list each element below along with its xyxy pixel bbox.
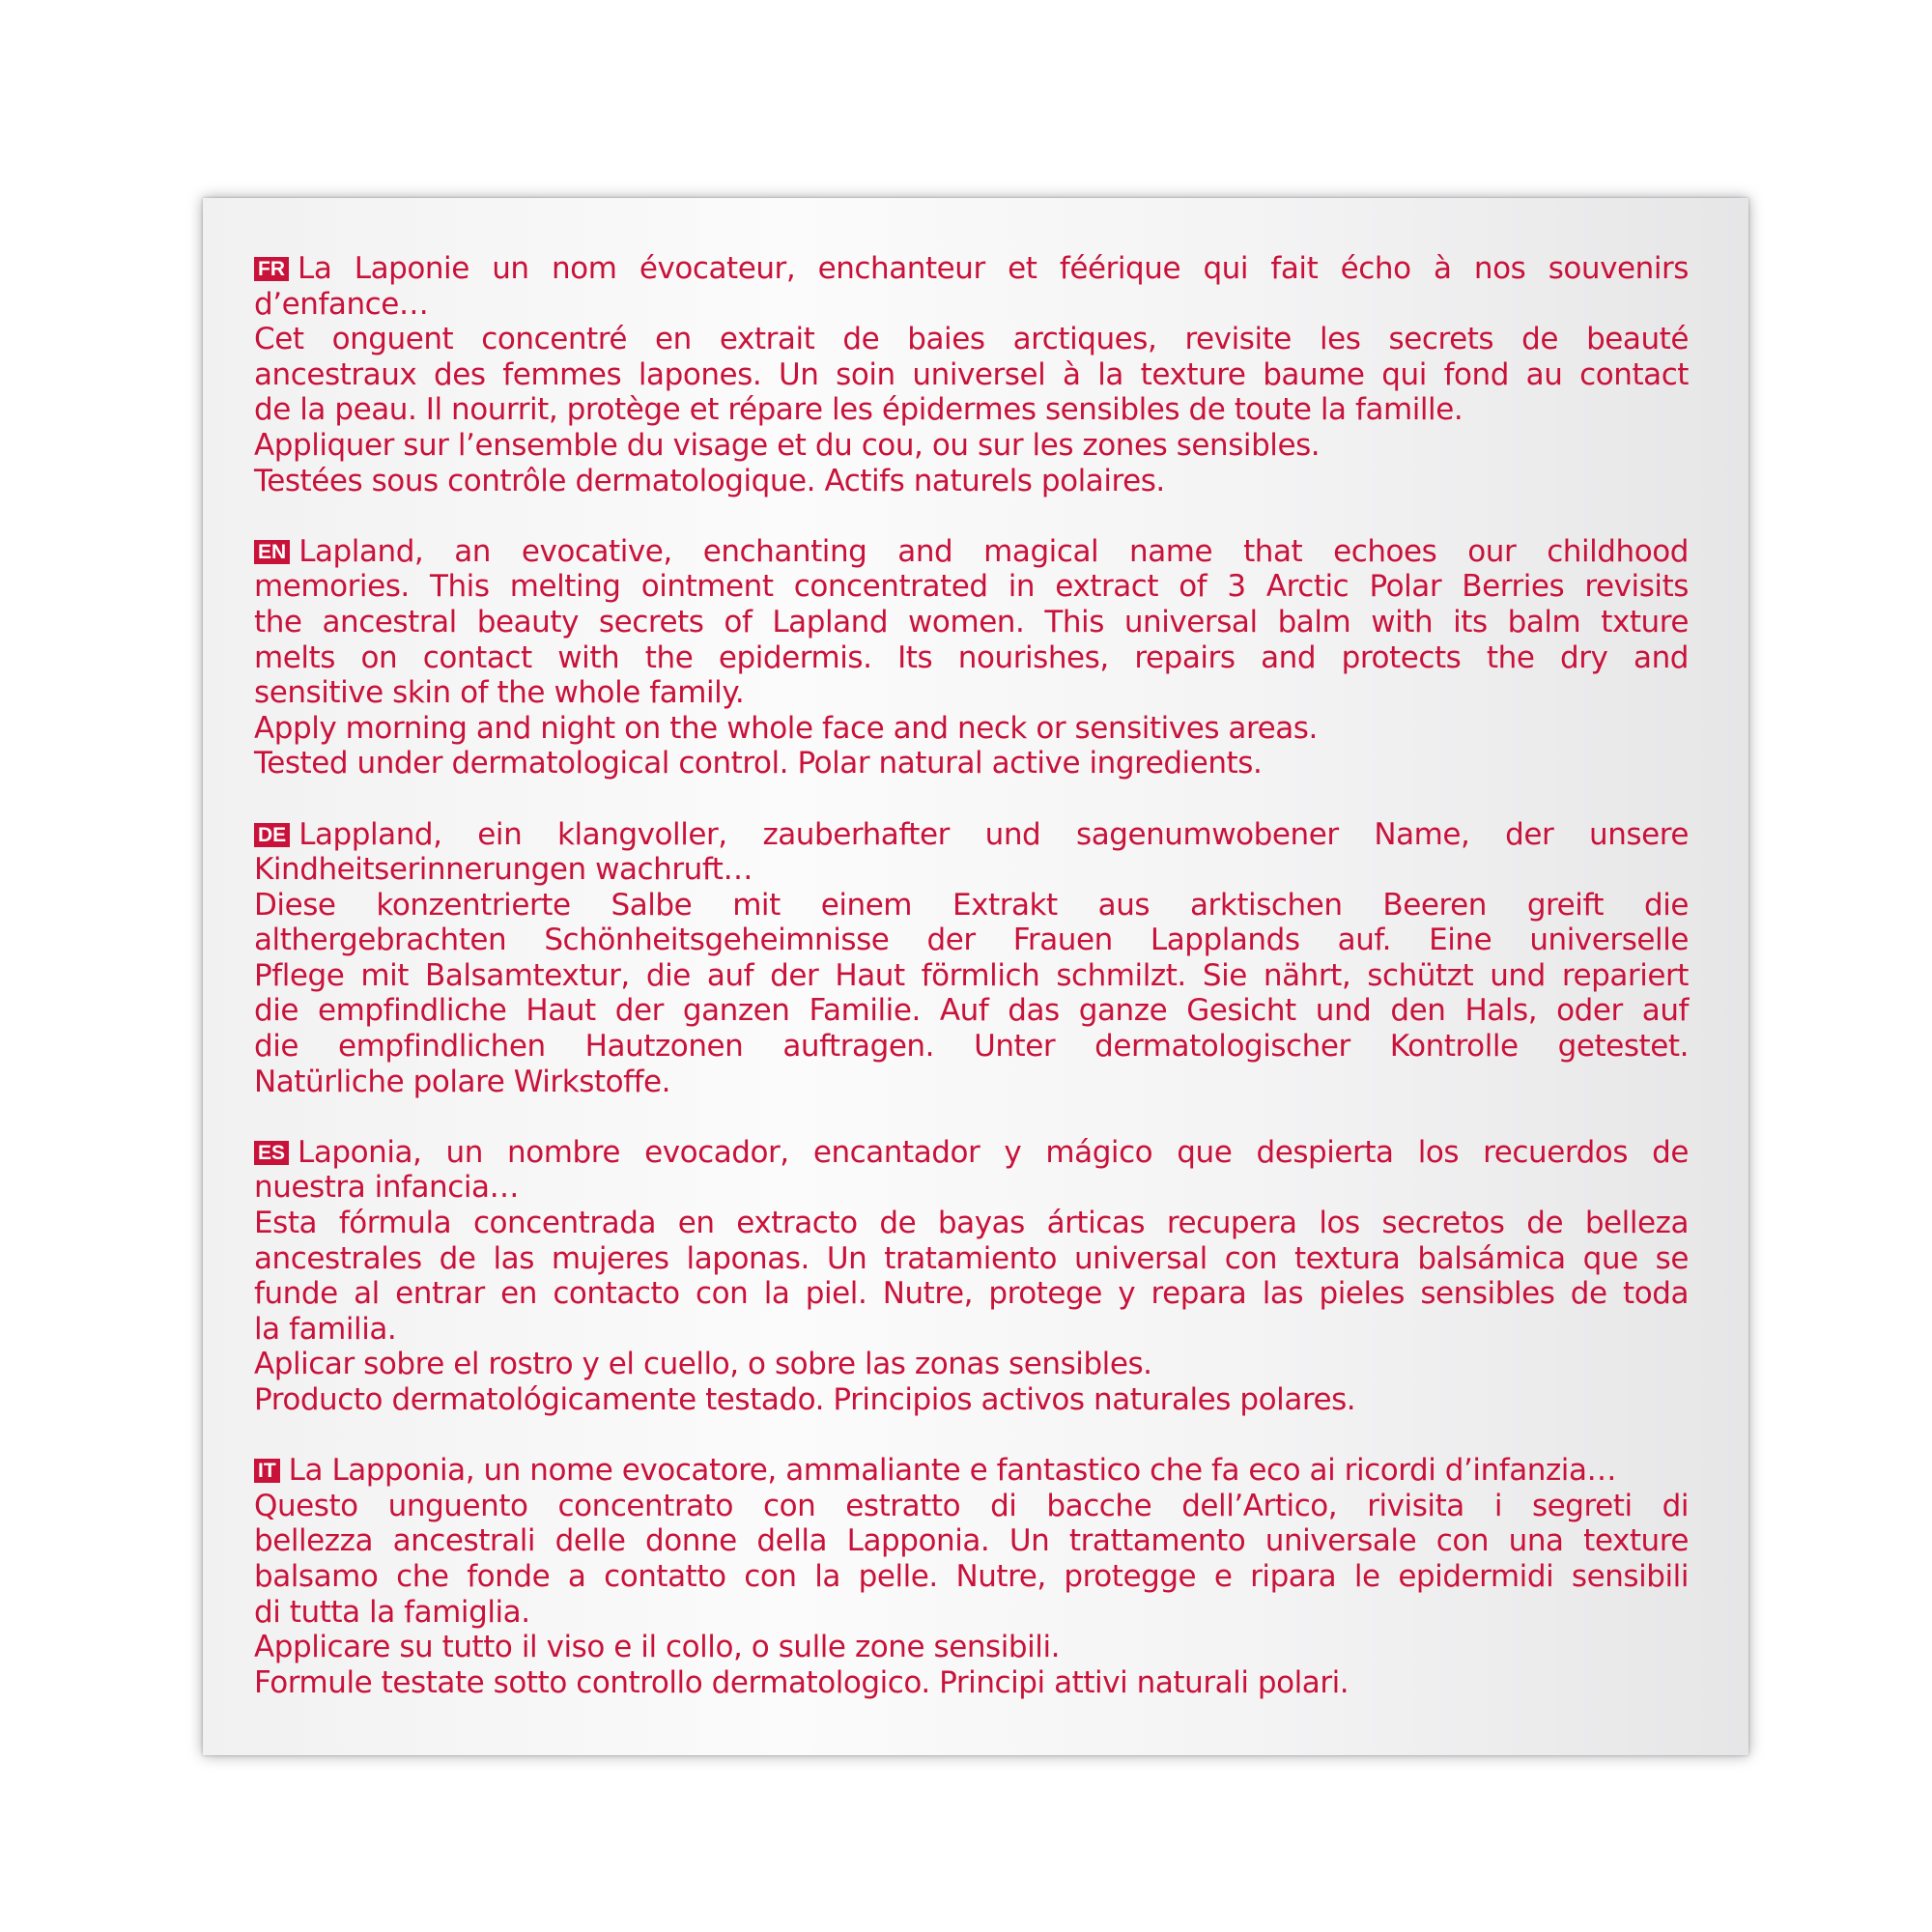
section-line: Formule testate sotto controllo dermatologico. Principi attivi naturali polari. bbox=[254, 1664, 1350, 1700]
section-line: Producto dermatológicamente testado. Principios activos naturales polares. bbox=[254, 1382, 1356, 1417]
section-line: di tutta la famiglia. bbox=[254, 1594, 530, 1630]
section-line-text: La Laponie un nom évocateur, enchanteur et féérique qui fait écho à nos souvenirs bbox=[298, 251, 1689, 286]
language-tag-fr: FR bbox=[254, 257, 289, 281]
section-line bbox=[254, 817, 1689, 853]
section-line-text: Lappland, ein klangvoller, zauberhafter und sagenumwobener Name, der unsere bbox=[298, 816, 1689, 852]
section-line: althergebrachten Schönheitsgeheimnisse der Frauen Lapplands auf. Eine universelle bbox=[254, 923, 1689, 958]
section-line: balsamo che fonde a contatto con la pelle. Nutre, protegge e ripara le epidermidi sensibili bbox=[254, 1558, 1689, 1594]
section-line: Aplicar sobre el rostro y el cuello, o sobre las zonas sensibles. bbox=[254, 1347, 1152, 1382]
section-line: Cet onguent concentré en extrait de baies arctiques, revisite les secrets de beauté bbox=[254, 322, 1689, 357]
section-line: Testées sous contrôle dermatologique. Actifs naturels polaires. bbox=[254, 463, 1165, 498]
language-tag-it: IT bbox=[254, 1459, 280, 1483]
section-it bbox=[254, 1453, 1689, 1700]
section-line-text: La Lapponia, un nome evocatore, ammaliante e fantastico che fa eco ai ricordi d’infanzia… bbox=[288, 1453, 1617, 1489]
section-line: sensitive skin of the whole family. bbox=[254, 675, 745, 711]
section-line: nuestra infancia… bbox=[254, 1170, 520, 1206]
section-line: la familia. bbox=[254, 1311, 397, 1347]
section-line: funde al entrar en contacto con la piel. Nutre, protege y repara las pieles sensibles de toda bbox=[254, 1276, 1689, 1312]
section-line bbox=[254, 251, 1689, 287]
section-line: Applicare su tutto il viso e il collo, o sulle zone sensibili. bbox=[254, 1630, 1061, 1665]
section-line: die empfindlichen Hautzonen auftragen. Unter dermatologischer Kontrolle getestet. bbox=[254, 1029, 1689, 1065]
language-tag-en: EN bbox=[254, 540, 290, 564]
section-fr bbox=[254, 251, 1689, 498]
section-line: Esta fórmula concentrada en extracto de bayas árticas recupera los secretos de belleza bbox=[254, 1206, 1689, 1241]
section-line: Natürliche polare Wirkstoffe. bbox=[254, 1064, 671, 1099]
section-es bbox=[254, 1135, 1689, 1418]
section-line: Kindheitserinnerungen wachruft… bbox=[254, 852, 753, 888]
section-line: ancestrales de las mujeres laponas. Un tratamiento universal con textura balsámica que se bbox=[254, 1240, 1689, 1276]
section-line: die empfindliche Haut der ganzen Familie. Auf das ganze Gesicht und den Hals, oder auf bbox=[254, 993, 1689, 1029]
section-line: de la peau. Il nourrit, protège et répare les épidermes sensibles de toute la famille. bbox=[254, 392, 1463, 428]
language-tag-de: DE bbox=[254, 823, 290, 847]
language-tag-es: ES bbox=[254, 1141, 289, 1165]
section-line: Tested under dermatological control. Polar natural active ingredients. bbox=[254, 746, 1263, 781]
section-line bbox=[254, 534, 1689, 570]
section-line: Appliquer sur l’ensemble du visage et du cou, ou sur les zones sensibles. bbox=[254, 427, 1321, 463]
label-panel bbox=[203, 198, 1748, 1755]
section-line: bellezza ancestrali delle donne della Lapponia. Un trattamento universale con una texture bbox=[254, 1523, 1689, 1559]
section-line bbox=[254, 1135, 1689, 1171]
section-line: ancestraux des femmes lapones. Un soin universel à la texture baume qui fond au contact bbox=[254, 356, 1689, 392]
section-line: d’enfance… bbox=[254, 286, 429, 322]
section-line: Questo unguento concentrato con estratto di bacche dell’Artico, rivisita i segreti di bbox=[254, 1488, 1689, 1523]
section-de bbox=[254, 817, 1689, 1100]
section-line: Pflege mit Balsamtextur, die auf der Haut förmlich schmilzt. Sie nährt, schützt und repariert bbox=[254, 957, 1689, 993]
section-line: Apply morning and night on the whole face and neck or sensitives areas. bbox=[254, 710, 1318, 746]
section-line: melts on contact with the epidermis. Its nourishes, repairs and protects the dry and bbox=[254, 639, 1689, 675]
section-line bbox=[254, 1453, 1689, 1489]
section-line: Diese konzentrierte Salbe mit einem Extrakt aus arktischen Beeren greift die bbox=[254, 887, 1689, 923]
section-line-text: Laponia, un nombre evocador, encantador y mágico que despierta los recuerdos de bbox=[298, 1134, 1689, 1170]
section-line: the ancestral beauty secrets of Lapland women. This universal balm with its balm txture bbox=[254, 604, 1689, 639]
section-line-text: Lapland, an evocative, enchanting and magical name that echoes our childhood bbox=[298, 533, 1689, 569]
section-en bbox=[254, 534, 1689, 781]
section-line: memories. This melting ointment concentrated in extract of 3 Arctic Polar Berries revisits bbox=[254, 569, 1689, 605]
